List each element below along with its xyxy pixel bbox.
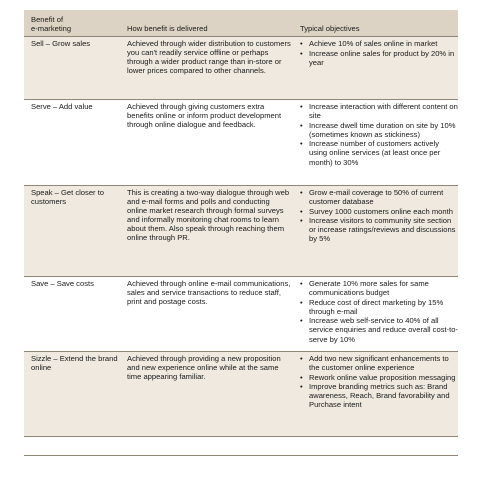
objective-item <box>300 121 458 139</box>
objectives-list <box>300 354 458 410</box>
delivery-cell: Achieved through providing a new proposition and new experience online while at the same time appearing familiar. <box>127 354 281 382</box>
header-benefit: Benefit of e-marketing <box>31 14 72 33</box>
objective-item <box>300 382 458 409</box>
benefit-cell: Sell – Grow sales <box>31 39 91 48</box>
objective-text: Increase dwell time duration on site by 10% (sometimes known as stickiness) <box>309 120 456 139</box>
objective-text: Generate 10% more sales for same communications budget <box>309 279 429 298</box>
table-bottom-rule <box>24 455 458 456</box>
objective-text: Add two new significant enhancements to the customer online experience <box>309 354 449 373</box>
objectives-list <box>300 188 458 244</box>
objectives-cell <box>298 354 458 436</box>
table-row <box>24 277 458 352</box>
objective-item <box>300 354 458 372</box>
delivery-cell: Achieved through giving customers extra benefits online or inform product development through online dialogue and feedback. <box>127 102 282 130</box>
objective-text: Rework online value proposition messaging <box>309 372 456 382</box>
bullet-icon: • <box>300 206 303 216</box>
objective-text: Achieve 10% of sales online in market <box>309 39 438 48</box>
bullet-icon: • <box>300 354 303 363</box>
bullet-icon: • <box>300 39 303 48</box>
objective-text: Survey 1000 customers online each month <box>309 206 453 216</box>
objective-item <box>300 316 458 343</box>
table-row <box>24 100 458 186</box>
bullet-icon: • <box>300 372 303 382</box>
table-header-row <box>24 10 458 37</box>
bullet-icon: • <box>300 48 303 58</box>
objectives-cell <box>298 188 458 276</box>
objective-item <box>300 207 458 216</box>
bullet-icon: • <box>300 382 303 392</box>
objective-text: Increase interaction with different content on site <box>309 102 458 121</box>
objective-text: Increase web self-service to 40% of all service enquiries and reduce overall cost-to-serve by 10% <box>309 316 458 344</box>
objectives-list <box>300 102 458 167</box>
bullet-icon: • <box>300 279 303 288</box>
bullet-icon: • <box>300 139 303 149</box>
objective-item <box>300 216 458 243</box>
e-marketing-benefits-table <box>24 10 458 437</box>
objective-item <box>300 39 458 48</box>
header-objectives: Typical objectives <box>300 23 360 33</box>
objective-text: Increase visitors to community site section or increase ratings/reviews and discussions by 5% <box>309 216 456 244</box>
objective-text: Increase number of customers actively using online services (at least once per month) to 30% <box>309 139 441 167</box>
objectives-cell <box>298 102 458 185</box>
delivery-cell: This is creating a two-way dialogue through web and e-mail forms and polls and conducting online market research through formal surveys and informally monitoring chat rooms to learn about them. Also speak through reaching them online through PR. <box>127 188 290 243</box>
table-row <box>24 352 458 437</box>
bullet-icon: • <box>300 297 303 307</box>
objective-item <box>300 139 458 166</box>
bullet-icon: • <box>300 120 303 130</box>
bullet-icon: • <box>300 316 303 326</box>
objectives-cell <box>298 39 458 99</box>
benefit-cell: Speak – Get closer to customers <box>31 188 105 207</box>
delivery-cell: Achieved through wider distribution to customers you can't readily service offline or perhaps through a wider product range than in-store or lower prices compared to other channels. <box>127 39 291 76</box>
delivery-cell: Achieved through online e-mail communications, sales and service transactions to reduce staff, print and postage costs. <box>127 279 291 307</box>
table-row <box>24 37 458 100</box>
bullet-icon: • <box>300 102 303 111</box>
objective-item <box>300 49 458 67</box>
bullet-icon: • <box>300 188 303 197</box>
objective-item <box>300 298 458 316</box>
benefit-cell: Save – Save costs <box>31 279 94 288</box>
objective-item <box>300 102 458 120</box>
bullet-icon: • <box>300 216 303 226</box>
benefit-cell: Serve – Add value <box>31 102 93 111</box>
objective-text: Increase online sales for product by 20% in year <box>309 48 455 67</box>
objectives-list <box>300 39 458 67</box>
objective-item <box>300 279 458 297</box>
objectives-cell <box>298 279 458 351</box>
objective-item <box>300 373 458 382</box>
header-delivery: How benefit is delivered <box>127 23 208 33</box>
objective-item <box>300 188 458 206</box>
objective-text: Improve branding metrics such as: Brand awareness, Reach, Brand favorability and Purchase intent <box>309 382 450 410</box>
objective-text: Grow e-mail coverage to 50% of current customer database <box>309 188 444 207</box>
objectives-list <box>300 279 458 344</box>
objective-text: Reduce cost of direct marketing by 15% through e-mail <box>309 297 444 316</box>
table-body <box>24 37 458 437</box>
benefit-cell: Sizzle – Extend the brand online <box>31 354 118 373</box>
table-row <box>24 186 458 277</box>
